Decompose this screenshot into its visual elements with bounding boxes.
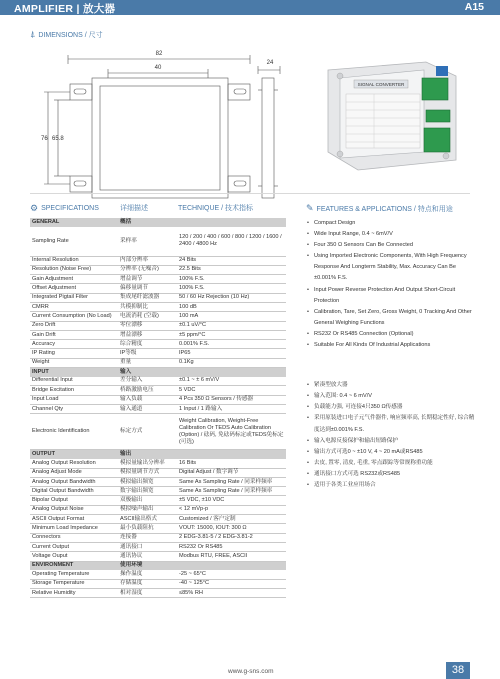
table-row — [30, 349, 286, 358]
spec-value-cell: 22.5 Bits — [177, 265, 286, 274]
product-code: A15 — [464, 1, 484, 13]
spec-value-cell: 4 Pcs 350 Ω Sensors / 传感器 — [177, 395, 286, 404]
table-row — [30, 505, 286, 514]
spec-value-cell: ±0.1 uV/°C — [177, 321, 286, 330]
features-list-en — [306, 218, 476, 351]
spec-name-cn-cell: 桥路激励电压 — [118, 386, 177, 395]
spec-name-cell: ENVIRONMENT — [30, 561, 118, 570]
spec-name-cell: Sampling Rate — [30, 227, 118, 256]
feature-item: • 采用原装进口电子元气件器件, 响应频率高, 长期稳定性好, 综合精度达到±0.001% F.S. — [306, 413, 476, 435]
spec-name-cn-cell: 存储温度 — [118, 579, 177, 588]
spec-value-cell: 16 Bits — [177, 459, 286, 468]
table-row — [30, 330, 286, 339]
feature-item: • 去皮, 置零, 清皮, 毛重, 零点跟踪等常规称重功能 — [306, 458, 476, 469]
section-divider — [30, 193, 470, 194]
feature-item: • Four 350 Ω Sensors Can Be Connected — [306, 240, 476, 251]
dimensions-heading-text: DIMENSIONS / 尺寸 — [38, 31, 103, 39]
features-list — [306, 218, 476, 491]
specifications-heading-text: SPECIFICATIONS — [41, 205, 99, 212]
table-row — [30, 477, 286, 486]
spec-name-cell: GENERAL — [30, 218, 118, 227]
table-row — [30, 386, 286, 395]
spec-name-cn-cell: 输入负载 — [118, 395, 177, 404]
spec-value-cell: 0.1Kg — [177, 358, 286, 367]
spec-name-cn-cell: 分辨率 (无噪音) — [118, 265, 177, 274]
photo-label: SIGNAL CONVERTER — [357, 82, 405, 87]
spec-name-cn-cell: 模拟量输出分辨率 — [118, 459, 177, 468]
table-row — [30, 404, 286, 413]
spec-name-cn-cell: 最小负载阻抗 — [118, 524, 177, 533]
spec-name-cell: Gain Adjustment — [30, 275, 118, 284]
feature-item: • 紧凑型放大器 — [306, 380, 476, 391]
dim-82-label: 82 — [155, 51, 163, 57]
spec-name-cell: Current Consumption (No Load) — [30, 312, 118, 321]
spec-value-cell: 100% F.S. — [177, 284, 286, 293]
feature-item: • 输入电源反接保护和输出短路保护 — [306, 436, 476, 447]
spec-name-cn-cell: 操作温度 — [118, 570, 177, 579]
footer-url: www.g-sns.com — [228, 668, 274, 675]
spec-value-cell: < 12 mVp-p — [177, 505, 286, 514]
spec-name-cn-cell: 重量 — [118, 358, 177, 367]
table-row — [30, 284, 286, 293]
spec-value-cell: ±5 ppm/°C — [177, 330, 286, 339]
spec-name-cn-cell: 输出 — [118, 450, 177, 459]
table-row — [30, 487, 286, 496]
spec-name-cell: Integrated Pigtail Filter — [30, 293, 118, 302]
table-row — [30, 542, 286, 551]
spec-name-cell: Zero Drift — [30, 321, 118, 330]
spec-name-cn-cell: 通讯接口 — [118, 542, 177, 551]
table-row — [30, 515, 286, 524]
spec-name-cell: Input Load — [30, 395, 118, 404]
spec-name-cn-cell: 集成尾纤滤波器 — [118, 293, 177, 302]
spec-value-cell: 1 Input / 1 路输入 — [177, 404, 286, 413]
spec-value-cell: Digital Adjust / 数字调节 — [177, 468, 286, 477]
dim-76-label: 76 — [41, 136, 48, 142]
spec-name-cn-cell: 连接器 — [118, 533, 177, 542]
spec-name-cell: Internal Resolution — [30, 256, 118, 265]
spec-value-cell: 120 / 200 / 400 / 600 / 800 / 1200 / 1600 / 2400 / 4800 Hz — [177, 227, 286, 256]
spec-name-cell: IP Rating — [30, 349, 118, 358]
table-section-header — [30, 218, 286, 227]
table-row — [30, 358, 286, 367]
table-row — [30, 570, 286, 579]
spec-name-cell: Operating Temperature — [30, 570, 118, 579]
spec-value-cell: RS232 Or RS485 — [177, 542, 286, 551]
table-row — [30, 589, 286, 598]
spec-value-cell: 24 Bits — [177, 256, 286, 265]
table-row — [30, 377, 286, 386]
spec-name-cn-cell: 采样率 — [118, 227, 177, 256]
feature-item: • Suitable For All Kinds Of Industrial Applications — [306, 340, 476, 351]
spec-name-cell: INPUT — [30, 368, 118, 377]
spec-value-cell — [177, 218, 286, 227]
spec-name-cell: Analog Output Noise — [30, 505, 118, 514]
feature-item: • Using Imported Electronic Components, With High Frequency Response And Longterm Stability, Max. Accuracy Can Be ±0.001% F.S. — [306, 251, 476, 284]
gear-icon: ⚙ — [30, 203, 39, 213]
table-row — [30, 468, 286, 477]
spec-value-cell: ≤85% RH — [177, 589, 286, 598]
spec-name-cell: Analog Output Resolution — [30, 459, 118, 468]
spec-name-cn-cell: 通讯协议 — [118, 552, 177, 561]
spec-value-cell — [177, 561, 286, 570]
specifications-heading-cn-text: 详细描述 — [120, 205, 148, 212]
spec-name-cell: Connectors — [30, 533, 118, 542]
spec-name-cn-cell: 共模抑制比 — [118, 302, 177, 311]
spec-value-cell: -25 ~ 65°C — [177, 570, 286, 579]
spec-value-cell: 0.001% F.S. — [177, 340, 286, 349]
spec-name-cell: Bridge Excitation — [30, 386, 118, 395]
feature-item: • 输出方式可选0 ~ ±10 V, 4 ~ 20 mA或RS485 — [306, 447, 476, 458]
spec-name-cn-cell: 增益调节 — [118, 275, 177, 284]
spec-name-cell: ASCII Output Format — [30, 515, 118, 524]
table-row — [30, 293, 286, 302]
spec-value-cell: 50 / 60 Hz Rejection (10 Hz) — [177, 293, 286, 302]
spec-value-cell: IP65 — [177, 349, 286, 358]
spec-value-cell: 2 EDG-3.81-5 / 2 EDG-3.81-2 — [177, 533, 286, 542]
table-row — [30, 227, 286, 256]
spec-name-cn-cell: 模拟噪声输出 — [118, 505, 177, 514]
feature-item: • 适用于各类工业应用场合 — [306, 480, 476, 491]
spec-name-cell: Relative Humidity — [30, 589, 118, 598]
spec-name-cn-cell: 零位漂移 — [118, 321, 177, 330]
table-row — [30, 552, 286, 561]
spec-name-cell: Digital Output Bandwidth — [30, 487, 118, 496]
spec-value-cell: -40 ~ 125°C — [177, 579, 286, 588]
dimensions-heading — [30, 29, 103, 40]
spec-name-cn-cell: 数字输出频宽 — [118, 487, 177, 496]
spec-value-cell: 100 dB — [177, 302, 286, 311]
spec-name-cn-cell: 双极输出 — [118, 496, 177, 505]
spec-value-cell: Same As Sampling Rate / 同采样频率 — [177, 487, 286, 496]
spec-name-cell: Differential Input — [30, 377, 118, 386]
spec-value-cell — [177, 368, 286, 377]
spec-name-cn-cell: 偏移量调节 — [118, 284, 177, 293]
spec-value-cell: VOUT: 15000, IOUT: 300 Ω — [177, 524, 286, 533]
spec-name-cn-cell: 相对湿度 — [118, 589, 177, 598]
feature-item: • 通讯接口方式可选 RS232或RS485 — [306, 469, 476, 480]
spec-name-cn-cell: 标定方式 — [118, 414, 177, 450]
technique-heading — [178, 203, 253, 213]
table-row — [30, 302, 286, 311]
spec-name-cell: Electronic Identification — [30, 414, 118, 450]
spec-name-cell: Current Output — [30, 542, 118, 551]
spec-name-cell: Storage Temperature — [30, 579, 118, 588]
spec-name-cn-cell: 电流消耗 (空载) — [118, 312, 177, 321]
spec-value-cell: ±5 VDC, ±10 VDC — [177, 496, 286, 505]
spec-name-cell: Voltage Ouput — [30, 552, 118, 561]
spec-name-cell: Channel Qty — [30, 404, 118, 413]
spec-name-cn-cell: 内部分辨率 — [118, 256, 177, 265]
feature-item: • Wide Input Range, 0.4 ~ 6mV/V — [306, 229, 476, 240]
spec-name-cell: OUTPUT — [30, 450, 118, 459]
spec-value-cell: Modbus RTU, FREE, ASCII — [177, 552, 286, 561]
spec-value-cell: Customized / 客户定制 — [177, 515, 286, 524]
table-row — [30, 533, 286, 542]
spec-name-cell: Minimum Load Impedance — [30, 524, 118, 533]
spec-name-cn-cell: 使用环境 — [118, 561, 177, 570]
table-section-header — [30, 561, 286, 570]
table-row — [30, 524, 286, 533]
spec-name-cn-cell: 输入通道 — [118, 404, 177, 413]
spec-name-cell: Offset Adjustment — [30, 284, 118, 293]
table-row — [30, 256, 286, 265]
spec-name-cell: Gain Drift — [30, 330, 118, 339]
table-row — [30, 265, 286, 274]
page-title: AMPLIFIER | 放大器 — [14, 3, 116, 15]
spec-name-cn-cell: 输入 — [118, 368, 177, 377]
spec-value-cell: Weight Calibration, Weight-Free Calibration Or TEDS Auto Calibration (Option) / 砝码, 免砝码标定或TEDS免标定 (可选) — [177, 414, 286, 450]
table-row — [30, 275, 286, 284]
features-list-cn — [306, 380, 476, 491]
dim-65-label: 65.8 — [52, 136, 64, 142]
spec-name-cn-cell: 概括 — [118, 218, 177, 227]
spec-name-cn-cell: IP等级 — [118, 349, 177, 358]
spec-name-cn-cell: ASCII输出格式 — [118, 515, 177, 524]
spec-name-cell: Resolution (Noise Free) — [30, 265, 118, 274]
feature-item: • 输入范围: 0.4 ~ 6 mV/V — [306, 391, 476, 402]
spec-name-cn-cell: 综合精度 — [118, 340, 177, 349]
spec-name-cell: Bipolar Output — [30, 496, 118, 505]
technique-heading-text: TECHNIQUE / 技术指标 — [178, 205, 254, 212]
spec-value-cell: 100 mA — [177, 312, 286, 321]
header-bar — [0, 0, 500, 15]
specifications-table — [30, 218, 286, 598]
product-photo — [318, 48, 468, 178]
table-section-header — [30, 368, 286, 377]
spec-value-cell: 5 VDC — [177, 386, 286, 395]
dimension-drawing — [30, 42, 290, 207]
spec-name-cn-cell: 模拟输出频宽 — [118, 477, 177, 486]
table-row — [30, 459, 286, 468]
table-row — [30, 340, 286, 349]
dim-40-label: 40 — [154, 65, 162, 71]
dim-24-label: 24 — [266, 60, 274, 66]
spec-name-cn-cell: 模拟量调节方式 — [118, 468, 177, 477]
specifications-heading-cn — [120, 203, 148, 213]
wrench-icon: ✎ — [306, 203, 314, 213]
spec-name-cell: Weight — [30, 358, 118, 367]
table-row — [30, 321, 286, 330]
spec-value-cell: 100% F.S. — [177, 275, 286, 284]
feature-item: • Calibration, Tare, Set Zero, Gross Weight, 0 Tracking And Other General Weighing Functions — [306, 307, 476, 329]
features-heading — [306, 203, 453, 214]
table-section-header — [30, 450, 286, 459]
specifications-heading — [30, 203, 99, 214]
spec-value-cell: Same As Sampling Rate / 同采样频率 — [177, 477, 286, 486]
feature-item: • RS232 Or RS485 Connection (Optional) — [306, 329, 476, 340]
feature-item: • Compact Design — [306, 218, 476, 229]
compass-icon: ⍋ — [30, 29, 36, 39]
table-row — [30, 395, 286, 404]
spec-name-cell: Accuracy — [30, 340, 118, 349]
spec-name-cn-cell: 增益漂移 — [118, 330, 177, 339]
table-row — [30, 312, 286, 321]
page-number: 38 — [446, 662, 470, 679]
spec-value-cell: ±0.1 ~ ± 6 mV/V — [177, 377, 286, 386]
table-row — [30, 414, 286, 450]
spec-name-cell: Analog Adjust Mode — [30, 468, 118, 477]
spec-name-cn-cell: 差分输入 — [118, 377, 177, 386]
table-row — [30, 496, 286, 505]
feature-item: • Input Power Reverse Protection And Output Short-Circuit Protection — [306, 285, 476, 307]
spec-name-cell: Analog Output Bandwidth — [30, 477, 118, 486]
spec-value-cell — [177, 450, 286, 459]
feature-item: • 负载能力强, 可连接4只350 Ω传感器 — [306, 402, 476, 413]
features-heading-text: FEATURES & APPLICATIONS / 特点和用途 — [316, 205, 453, 213]
table-row — [30, 579, 286, 588]
spec-name-cell: CMRR — [30, 302, 118, 311]
